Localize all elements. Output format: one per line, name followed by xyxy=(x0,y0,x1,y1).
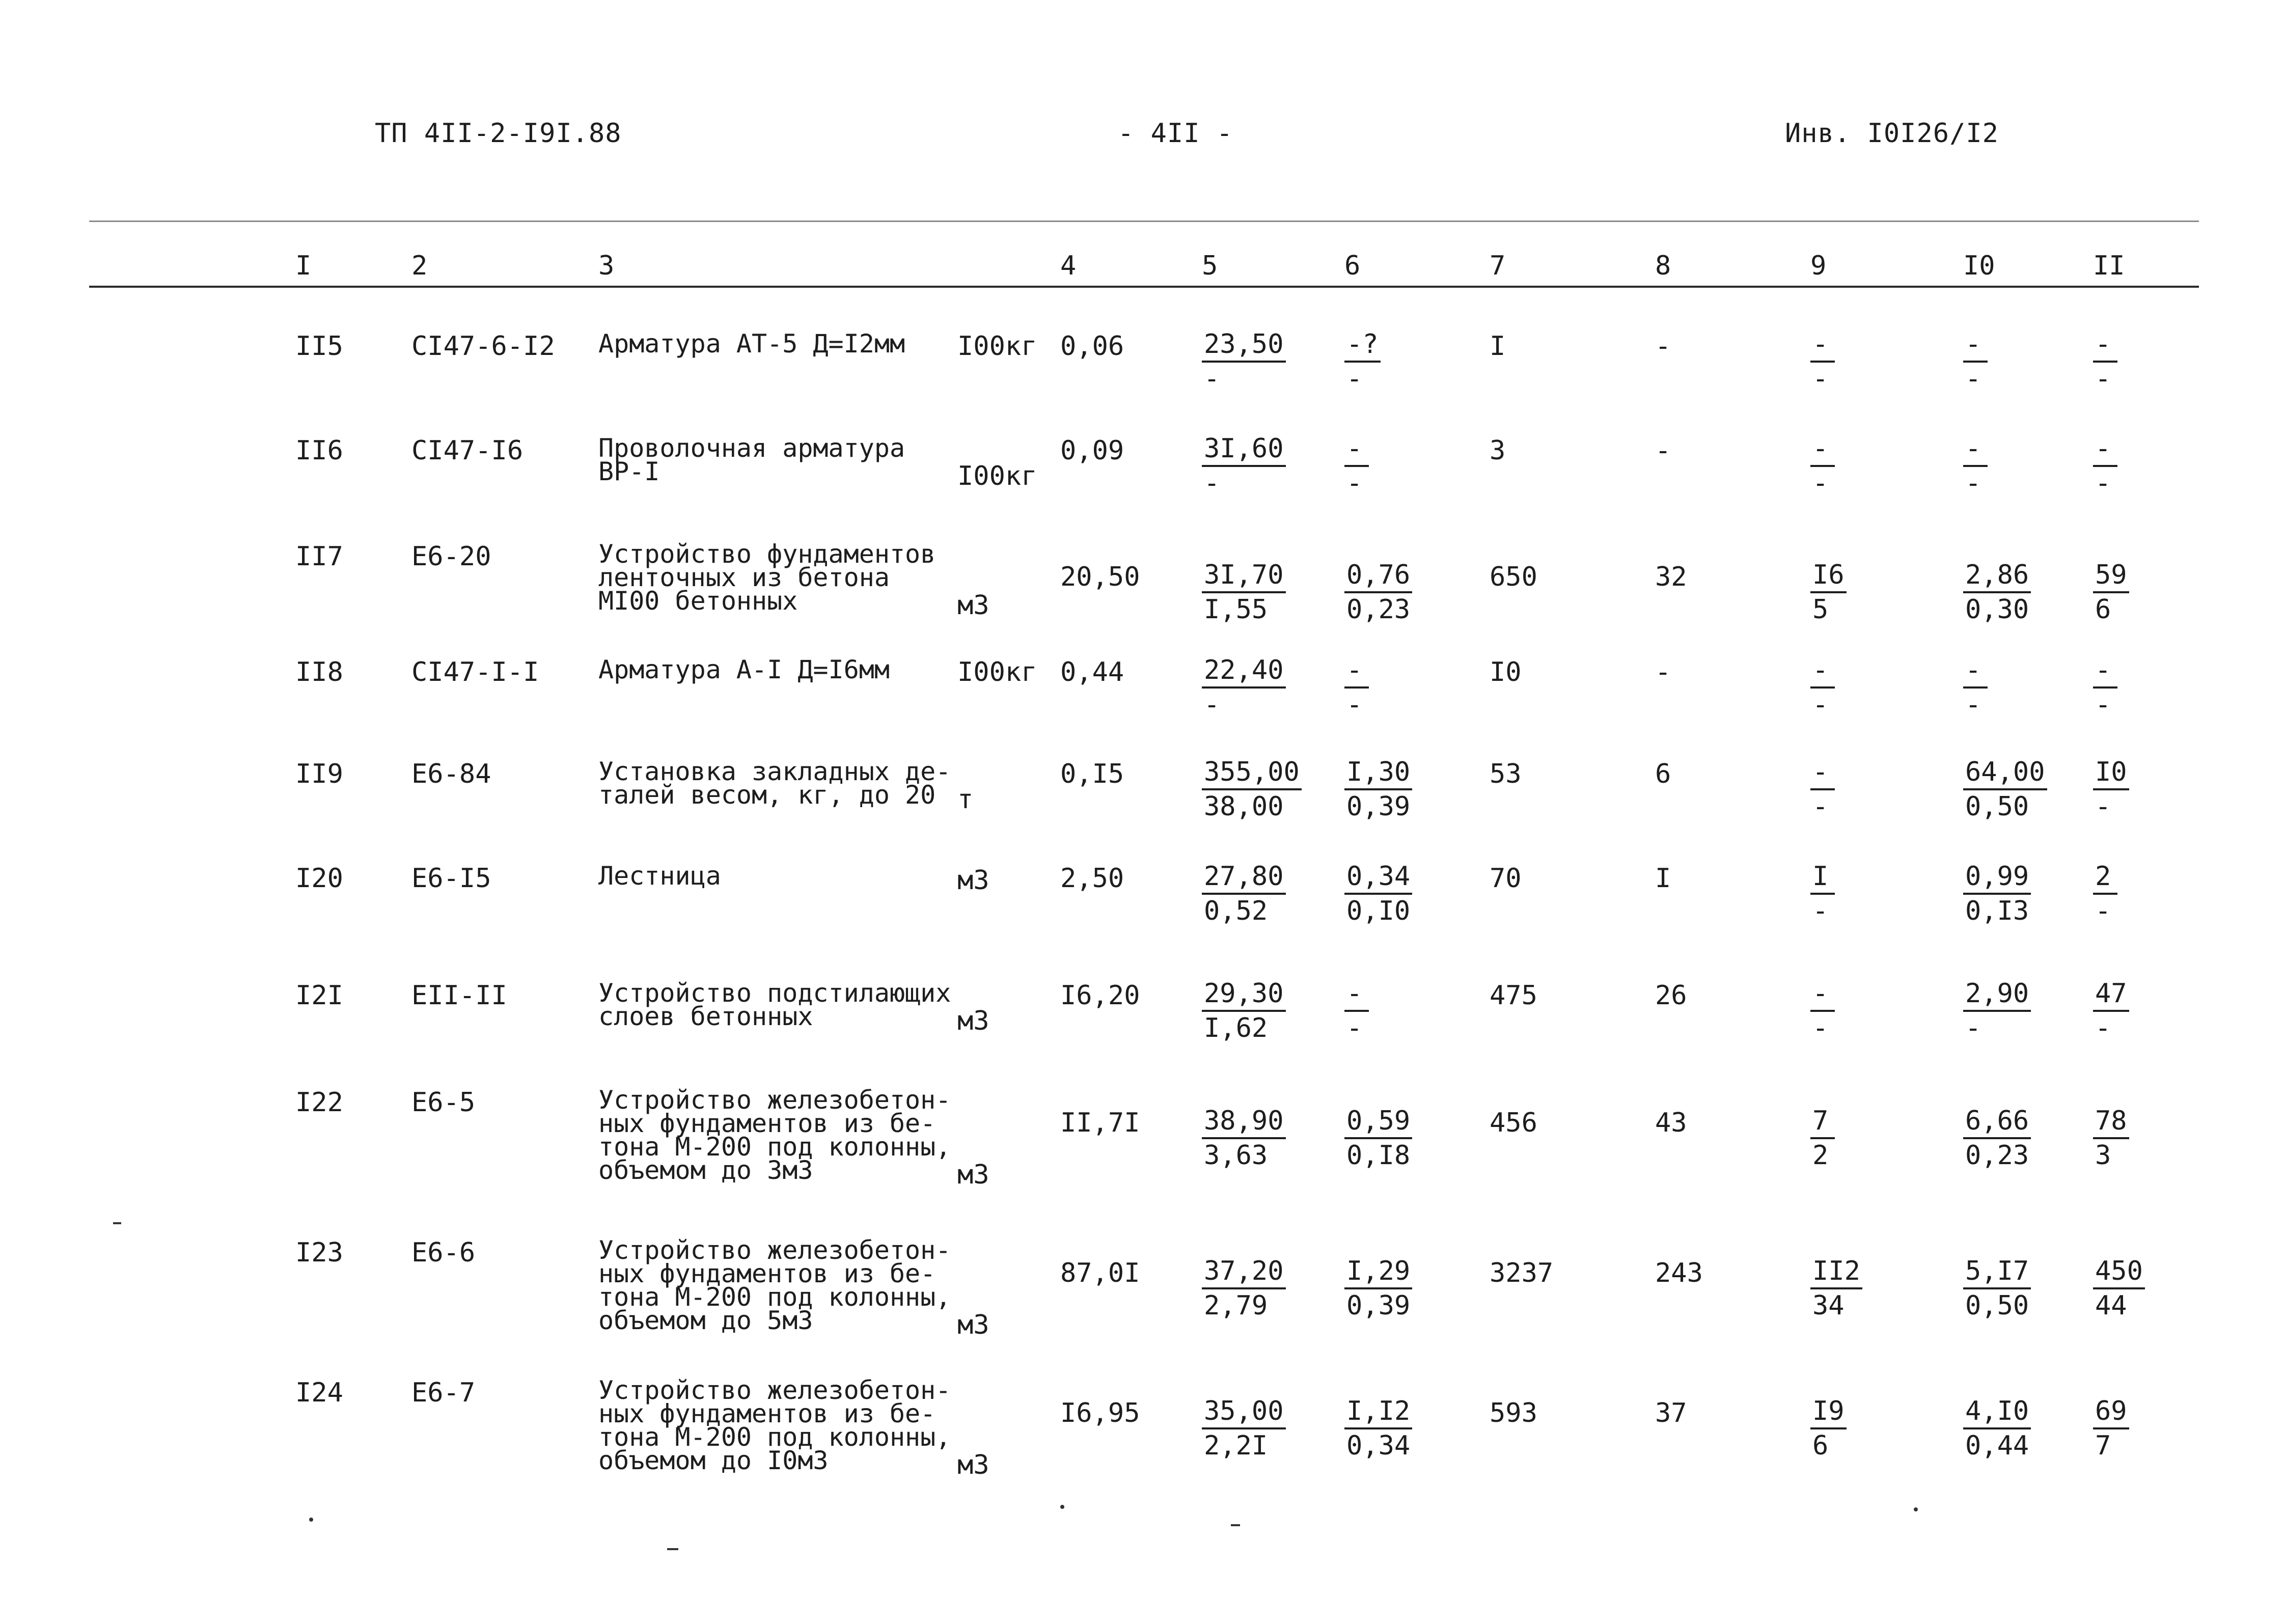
quantity: 0,06 xyxy=(1060,331,1124,362)
unit-cost xyxy=(1202,559,1286,626)
scan-speck xyxy=(309,1518,313,1522)
unit-of-measure: I00кг xyxy=(957,331,1037,362)
total-cost: I xyxy=(1490,331,1506,362)
unit-of-measure: I00кг xyxy=(957,657,1037,687)
inventory-number: Инв. I0I26/I2 xyxy=(1785,118,1999,149)
norm-code: Е6-20 xyxy=(411,541,491,572)
col11-values-bottom: - xyxy=(2095,1013,2111,1043)
wages-total: - xyxy=(1655,435,1671,466)
col11-values-bottom: - xyxy=(2095,690,2111,720)
machine-cost xyxy=(1344,756,1412,823)
unit-of-measure: т xyxy=(957,784,974,815)
col11-values-top: 2 xyxy=(2093,860,2117,895)
machine-cost-bottom: 0,34 xyxy=(1346,1430,1411,1461)
col11-values-top: - xyxy=(2093,328,2117,363)
machine-cost-bottom: 0,I8 xyxy=(1346,1140,1411,1171)
machine-cost-bottom: 0,23 xyxy=(1346,594,1411,625)
col10-values-bottom: - xyxy=(1965,1013,1981,1043)
unit-cost-top: 3I,70 xyxy=(1202,559,1286,593)
unit-of-measure: м3 xyxy=(957,1160,989,1190)
col11-values-top: - xyxy=(2093,654,2117,689)
total-cost: 475 xyxy=(1490,980,1537,1011)
unit-cost-top: 22,40 xyxy=(1202,654,1286,689)
col10-values-top: - xyxy=(1963,328,1988,363)
wages-total: I xyxy=(1655,863,1671,894)
norm-code: CI47-I6 xyxy=(411,435,524,466)
wages-total: - xyxy=(1655,657,1671,687)
column-header-9: 9 xyxy=(1810,251,1827,281)
wages-total: 43 xyxy=(1655,1108,1687,1138)
column-header-1: I xyxy=(295,251,312,281)
machine-cost-bottom: 0,I0 xyxy=(1346,896,1411,926)
machine-cost xyxy=(1344,1105,1412,1172)
column-header-11: II xyxy=(2093,251,2125,281)
column-header-10: I0 xyxy=(1963,251,1995,281)
col11-values xyxy=(2093,432,2117,500)
scan-speck xyxy=(1060,1505,1064,1509)
machine-cost-bottom: - xyxy=(1346,364,1363,394)
quantity: 87,0I xyxy=(1060,1258,1140,1288)
col11-values xyxy=(2093,756,2129,823)
quantity: II,7I xyxy=(1060,1108,1140,1138)
unit-cost-top: 29,30 xyxy=(1202,977,1286,1012)
machine-cost-top: - xyxy=(1344,977,1369,1012)
row-number: I2I xyxy=(295,980,343,1011)
unit-of-measure: м3 xyxy=(957,1310,989,1340)
work-description: Установка закладных де- талей весом, кг, до 20 xyxy=(598,757,951,810)
row-number: I20 xyxy=(295,863,343,894)
column-header-5: 5 xyxy=(1202,251,1218,281)
work-description: Устройство фундаментов ленточных из бетона МI00 бетонных xyxy=(598,539,936,616)
work-description: Устройство железобетон- ных фундаментов из бе- тона М-200 под колонны, объемом до 3м3 xyxy=(598,1085,951,1185)
quantity: 0,I5 xyxy=(1060,759,1124,789)
unit-cost xyxy=(1202,328,1286,395)
col11-values xyxy=(2093,860,2117,927)
wages-total: 6 xyxy=(1655,759,1671,789)
unit-cost-top: 27,80 xyxy=(1202,860,1286,895)
col10-values xyxy=(1963,977,2031,1044)
norm-code: Е6-6 xyxy=(411,1237,476,1268)
header-rule xyxy=(89,286,2199,288)
total-cost: 456 xyxy=(1490,1108,1537,1138)
col11-values-bottom: 3 xyxy=(2095,1140,2111,1171)
unit-cost xyxy=(1202,1105,1286,1172)
machine-cost-bottom: - xyxy=(1346,690,1363,720)
col10-values-bottom: 0,I3 xyxy=(1965,896,2029,926)
norm-code: Е6-84 xyxy=(411,759,491,789)
col10-values-bottom: - xyxy=(1965,690,1981,720)
machine-cost xyxy=(1344,977,1369,1044)
norm-code: Е6-I5 xyxy=(411,863,491,894)
machine-cost-top: 0,34 xyxy=(1344,860,1412,895)
machine-cost-bottom: 0,39 xyxy=(1346,1290,1411,1321)
col10-values-bottom: 0,50 xyxy=(1965,1290,2029,1321)
scan-speck xyxy=(667,1548,678,1550)
work-description: Устройство подстилающих слоев бетонных xyxy=(598,978,951,1031)
col10-values xyxy=(1963,1255,2031,1322)
machine-cost-top: - xyxy=(1344,654,1369,689)
column-header-8: 8 xyxy=(1655,251,1671,281)
col9-values-top: - xyxy=(1810,977,1835,1012)
col10-values-top: 2,86 xyxy=(1963,559,2031,593)
unit-cost-top: 3I,60 xyxy=(1202,432,1286,467)
row-number: II8 xyxy=(295,657,343,687)
machine-cost-top: 0,59 xyxy=(1344,1105,1412,1139)
wages-total: 26 xyxy=(1655,980,1687,1011)
top-rule xyxy=(89,221,2199,222)
col11-values xyxy=(2093,328,2117,395)
quantity: 0,44 xyxy=(1060,657,1124,687)
unit-of-measure: I00кг xyxy=(957,461,1037,491)
col11-values-top: - xyxy=(2093,432,2117,467)
col9-values xyxy=(1810,432,1835,500)
col11-values xyxy=(2093,1105,2129,1172)
quantity: 0,09 xyxy=(1060,435,1124,466)
machine-cost-top: - xyxy=(1344,432,1369,467)
column-header-2: 2 xyxy=(411,251,428,281)
col11-values-bottom: 44 xyxy=(2095,1290,2127,1321)
col10-values-bottom: - xyxy=(1965,468,1981,499)
norm-code: CI47-I-I xyxy=(411,657,539,687)
machine-cost xyxy=(1344,559,1412,626)
col11-values-bottom: - xyxy=(2095,364,2111,394)
col9-values-bottom: 34 xyxy=(1812,1290,1844,1321)
col10-values xyxy=(1963,654,1988,721)
col10-values-top: 0,99 xyxy=(1963,860,2031,895)
quantity: 20,50 xyxy=(1060,562,1140,592)
col9-values-bottom: - xyxy=(1812,896,1829,926)
scan-speck xyxy=(1231,1524,1240,1526)
col9-values-top: II2 xyxy=(1810,1255,1862,1289)
unit-of-measure: м3 xyxy=(957,590,989,621)
scan-speck xyxy=(113,1222,121,1224)
col9-values-top: - xyxy=(1810,328,1835,363)
col9-values xyxy=(1810,654,1835,721)
col10-values-top: 2,90 xyxy=(1963,977,2031,1012)
col11-values-top: 47 xyxy=(2093,977,2129,1012)
col9-values xyxy=(1810,977,1835,1044)
machine-cost xyxy=(1344,432,1369,500)
col9-values xyxy=(1810,1255,1862,1322)
col9-values xyxy=(1810,559,1847,626)
work-description: Проволочная арматура ВР-I xyxy=(598,433,905,486)
machine-cost-top: -? xyxy=(1344,328,1381,363)
unit-cost-bottom: - xyxy=(1204,690,1220,720)
work-description: Арматура А-I Д=I6мм xyxy=(598,655,890,684)
unit-cost xyxy=(1202,1395,1286,1462)
column-header-4: 4 xyxy=(1060,251,1077,281)
col10-values-top: 6,66 xyxy=(1963,1105,2031,1139)
unit-cost-bottom: 0,52 xyxy=(1204,896,1268,926)
col9-values xyxy=(1810,860,1835,927)
unit-of-measure: м3 xyxy=(957,865,989,896)
col10-values-bottom: 0,50 xyxy=(1965,791,2029,822)
total-cost: 650 xyxy=(1490,562,1537,592)
machine-cost-top: I,I2 xyxy=(1344,1395,1412,1429)
norm-code: ЕII-II xyxy=(411,980,507,1011)
col10-values-top: 4,I0 xyxy=(1963,1395,2031,1429)
col9-values-top: 7 xyxy=(1810,1105,1835,1139)
col9-values-bottom: - xyxy=(1812,690,1829,720)
work-description: Устройство железобетон- ных фундаментов из бе- тона М-200 под колонны, объемом до 5м3 xyxy=(598,1235,951,1335)
machine-cost-bottom: - xyxy=(1346,468,1363,499)
column-header-6: 6 xyxy=(1344,251,1361,281)
col9-values-bottom: 6 xyxy=(1812,1430,1829,1461)
row-number: I24 xyxy=(295,1378,343,1408)
unit-cost xyxy=(1202,756,1302,823)
col11-values-bottom: 6 xyxy=(2095,594,2111,625)
col9-values-top: I xyxy=(1810,860,1835,895)
machine-cost xyxy=(1344,860,1412,927)
col9-values-bottom: - xyxy=(1812,468,1829,499)
col9-values xyxy=(1810,328,1835,395)
col11-values-top: 69 xyxy=(2093,1395,2129,1429)
total-cost: 3237 xyxy=(1490,1258,1554,1288)
col9-values xyxy=(1810,1395,1847,1462)
page-number: - 4II - xyxy=(1118,118,1233,149)
col11-values xyxy=(2093,559,2129,626)
unit-cost-top: 355,00 xyxy=(1202,756,1302,790)
unit-cost xyxy=(1202,860,1286,927)
row-number: II5 xyxy=(295,331,343,362)
norm-code: Е6-5 xyxy=(411,1087,476,1118)
row-number: II6 xyxy=(295,435,343,466)
col11-values xyxy=(2093,1395,2129,1462)
machine-cost-top: I,29 xyxy=(1344,1255,1412,1289)
machine-cost-bottom: - xyxy=(1346,1013,1363,1043)
col9-values-top: - xyxy=(1810,654,1835,689)
col11-values-bottom: - xyxy=(2095,468,2111,499)
col11-values-bottom: 7 xyxy=(2095,1430,2111,1461)
total-cost: I0 xyxy=(1490,657,1522,687)
unit-cost xyxy=(1202,977,1286,1044)
col11-values-top: 450 xyxy=(2093,1255,2145,1289)
col11-values-bottom: - xyxy=(2095,791,2111,822)
col11-values-bottom: - xyxy=(2095,896,2111,926)
col10-values xyxy=(1963,432,1988,500)
col9-values-bottom: 2 xyxy=(1812,1140,1829,1171)
col10-values-bottom: 0,30 xyxy=(1965,594,2029,625)
machine-cost xyxy=(1344,654,1369,721)
col10-values-top: 5,I7 xyxy=(1963,1255,2031,1289)
unit-cost xyxy=(1202,1255,1286,1322)
row-number: I22 xyxy=(295,1087,343,1118)
unit-cost-top: 23,50 xyxy=(1202,328,1286,363)
row-number: I23 xyxy=(295,1237,343,1268)
col11-values-top: 59 xyxy=(2093,559,2129,593)
unit-cost-bottom: I,62 xyxy=(1204,1013,1268,1043)
unit-cost xyxy=(1202,654,1286,721)
total-cost: 53 xyxy=(1490,759,1522,789)
col9-values-bottom: 5 xyxy=(1812,594,1829,625)
machine-cost xyxy=(1344,1255,1412,1322)
unit-cost-bottom: 2,2I xyxy=(1204,1430,1268,1461)
quantity: I6,20 xyxy=(1060,980,1140,1011)
wages-total: - xyxy=(1655,331,1671,362)
unit-cost-bottom: 2,79 xyxy=(1204,1290,1268,1321)
machine-cost-top: 0,76 xyxy=(1344,559,1412,593)
unit-cost-bottom: I,55 xyxy=(1204,594,1268,625)
col11-values-top: 78 xyxy=(2093,1105,2129,1139)
col11-values xyxy=(2093,1255,2145,1322)
col11-values xyxy=(2093,977,2129,1044)
col9-values-bottom: - xyxy=(1812,364,1829,394)
unit-cost xyxy=(1202,432,1286,500)
quantity: I6,95 xyxy=(1060,1398,1140,1428)
total-cost: 70 xyxy=(1490,863,1522,894)
total-cost: 593 xyxy=(1490,1398,1537,1428)
col10-values-top: - xyxy=(1963,654,1988,689)
doc-code: ТП 4II-2-I9I.88 xyxy=(375,118,622,149)
machine-cost-top: I,30 xyxy=(1344,756,1412,790)
col10-values xyxy=(1963,559,2031,626)
work-description: Арматура АТ-5 Д=I2мм xyxy=(598,329,905,359)
col10-values-bottom: - xyxy=(1965,364,1981,394)
total-cost: 3 xyxy=(1490,435,1506,466)
machine-cost xyxy=(1344,328,1381,395)
col9-values-top: I9 xyxy=(1810,1395,1847,1429)
norm-code: Е6-7 xyxy=(411,1378,476,1408)
col9-values-top: I6 xyxy=(1810,559,1847,593)
col10-values xyxy=(1963,1105,2031,1172)
col11-values-top: I0 xyxy=(2093,756,2129,790)
wages-total: 37 xyxy=(1655,1398,1687,1428)
col10-values-top: - xyxy=(1963,432,1988,467)
col9-values-top: - xyxy=(1810,756,1835,790)
column-header-7: 7 xyxy=(1490,251,1506,281)
col9-values xyxy=(1810,1105,1835,1172)
column-header-3: 3 xyxy=(598,251,615,281)
col10-values xyxy=(1963,328,1988,395)
wages-total: 32 xyxy=(1655,562,1687,592)
unit-cost-bottom: - xyxy=(1204,364,1220,394)
col10-values-bottom: 0,23 xyxy=(1965,1140,2029,1171)
col11-values xyxy=(2093,654,2117,721)
col10-values xyxy=(1963,860,2031,927)
col10-values-top: 64,00 xyxy=(1963,756,2047,790)
unit-cost-bottom: 38,00 xyxy=(1204,791,1284,822)
col9-values xyxy=(1810,756,1835,823)
col10-values xyxy=(1963,1395,2031,1462)
scan-speck xyxy=(1914,1507,1918,1511)
col9-values-bottom: - xyxy=(1812,791,1829,822)
unit-cost-bottom: - xyxy=(1204,468,1220,499)
unit-cost-top: 38,90 xyxy=(1202,1105,1286,1139)
col9-values-bottom: - xyxy=(1812,1013,1829,1043)
work-description: Устройство железобетон- ных фундаментов из бе- тона М-200 под колонны, объемом до I0м3 xyxy=(598,1375,951,1475)
machine-cost xyxy=(1344,1395,1412,1462)
unit-cost-top: 37,20 xyxy=(1202,1255,1286,1289)
col10-values-bottom: 0,44 xyxy=(1965,1430,2029,1461)
col10-values xyxy=(1963,756,2047,823)
row-number: II7 xyxy=(295,541,343,572)
row-number: II9 xyxy=(295,759,343,789)
machine-cost-bottom: 0,39 xyxy=(1346,791,1411,822)
norm-code: CI47-6-I2 xyxy=(411,331,555,362)
quantity: 2,50 xyxy=(1060,863,1124,894)
unit-of-measure: м3 xyxy=(957,1006,989,1036)
col9-values-top: - xyxy=(1810,432,1835,467)
work-description: Лестница xyxy=(598,861,721,891)
unit-cost-top: 35,00 xyxy=(1202,1395,1286,1429)
unit-of-measure: м3 xyxy=(957,1450,989,1480)
unit-cost-bottom: 3,63 xyxy=(1204,1140,1268,1171)
wages-total: 243 xyxy=(1655,1258,1703,1288)
